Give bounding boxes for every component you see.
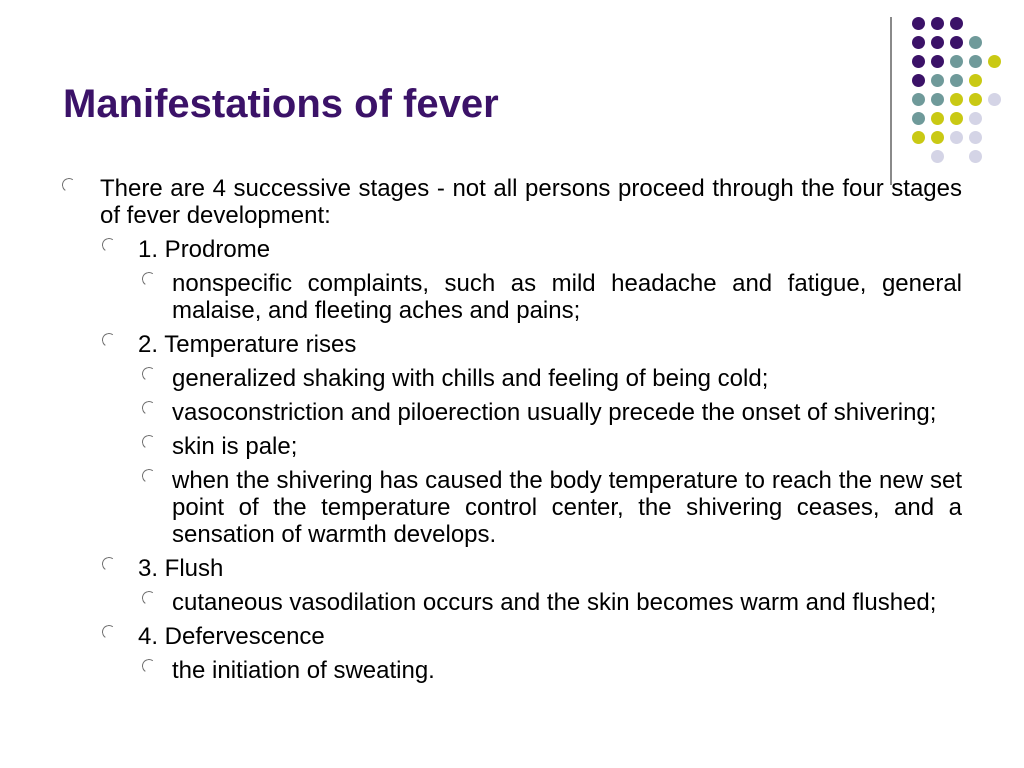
stage-detail-text: skin is pale; — [172, 433, 298, 460]
decorative-dot — [950, 55, 963, 68]
bullet-icon — [101, 332, 117, 348]
decorative-divider-line — [890, 17, 892, 185]
bullet-item — [100, 175, 962, 229]
bullet-icon — [141, 590, 157, 606]
bullet-icon — [141, 400, 157, 416]
decorative-dot — [969, 74, 982, 87]
decorative-dot — [912, 17, 925, 30]
stage-detail-text: the initiation of sweating. — [172, 657, 435, 684]
decorative-dot — [969, 93, 982, 106]
stage-label: 3. Flush — [138, 555, 224, 582]
stage-item — [138, 555, 962, 582]
bullet-icon — [101, 237, 117, 253]
decorative-dot — [912, 112, 925, 125]
slide-title: Manifestations of fever — [63, 82, 499, 126]
decorative-dot — [931, 74, 944, 87]
stage-detail-item — [172, 589, 962, 616]
decorative-dot — [969, 150, 982, 163]
decorative-dot — [931, 55, 944, 68]
bullet-icon — [101, 624, 117, 640]
decorative-dot — [931, 93, 944, 106]
stage-detail-text: nonspecific complaints, such as mild headache and fatigue, general malaise, and fleeting aches and pains; — [172, 270, 962, 324]
stage-detail-text: when the shivering has caused the body temperature to reach the new set point of the temperature control center, the shivering ceases, and a sensation of warmth develops. — [172, 467, 962, 548]
decorative-dot — [912, 131, 925, 144]
decorative-dot — [969, 131, 982, 144]
stage-detail-text: cutaneous vasodilation occurs and the skin becomes warm and flushed; — [172, 589, 937, 616]
decorative-dot — [950, 131, 963, 144]
stage-label: 4. Defervescence — [138, 623, 325, 650]
decorative-dot — [950, 74, 963, 87]
stage-detail-text: vasoconstriction and piloerection usually precede the onset of shivering; — [172, 399, 937, 426]
stage-item — [138, 236, 962, 263]
bullet-icon — [101, 556, 117, 572]
stage-item — [138, 623, 962, 650]
decorative-dot — [931, 150, 944, 163]
stage-detail-item — [172, 657, 962, 684]
stage-detail-item — [172, 467, 962, 548]
decorative-dot — [950, 93, 963, 106]
decorative-dot — [912, 36, 925, 49]
stage-detail-item — [172, 270, 962, 324]
stage-label: 2. Temperature rises — [138, 331, 357, 358]
decorative-dot — [950, 17, 963, 30]
decorative-dot — [931, 36, 944, 49]
stage-label: 1. Prodrome — [138, 236, 271, 263]
decorative-dot — [912, 93, 925, 106]
stage-detail-item — [172, 433, 962, 460]
stage-detail-item — [172, 399, 962, 426]
decorative-dot — [988, 93, 1001, 106]
decorative-dot — [912, 74, 925, 87]
decorative-dot — [912, 55, 925, 68]
stage-item — [138, 331, 962, 358]
decorative-dot — [969, 55, 982, 68]
decorative-dot — [931, 17, 944, 30]
bullet-icon — [61, 177, 77, 193]
bullet-icon — [141, 658, 157, 674]
decorative-dot — [931, 112, 944, 125]
bullet-text: There are 4 successive stages - not all persons proceed through the four stages of fever development: — [100, 175, 962, 229]
decorative-dot — [950, 112, 963, 125]
bullet-list — [0, 172, 1024, 684]
decorative-dot — [969, 36, 982, 49]
stage-detail-item — [172, 365, 962, 392]
bullet-icon — [141, 271, 157, 287]
bullet-icon — [141, 434, 157, 450]
decorative-dot — [950, 36, 963, 49]
bullet-icon — [141, 366, 157, 382]
decorative-dot — [988, 55, 1001, 68]
stage-detail-text: generalized shaking with chills and feeling of being cold; — [172, 365, 769, 392]
bullet-icon — [141, 468, 157, 484]
decorative-dot — [969, 112, 982, 125]
decorative-dot — [931, 131, 944, 144]
